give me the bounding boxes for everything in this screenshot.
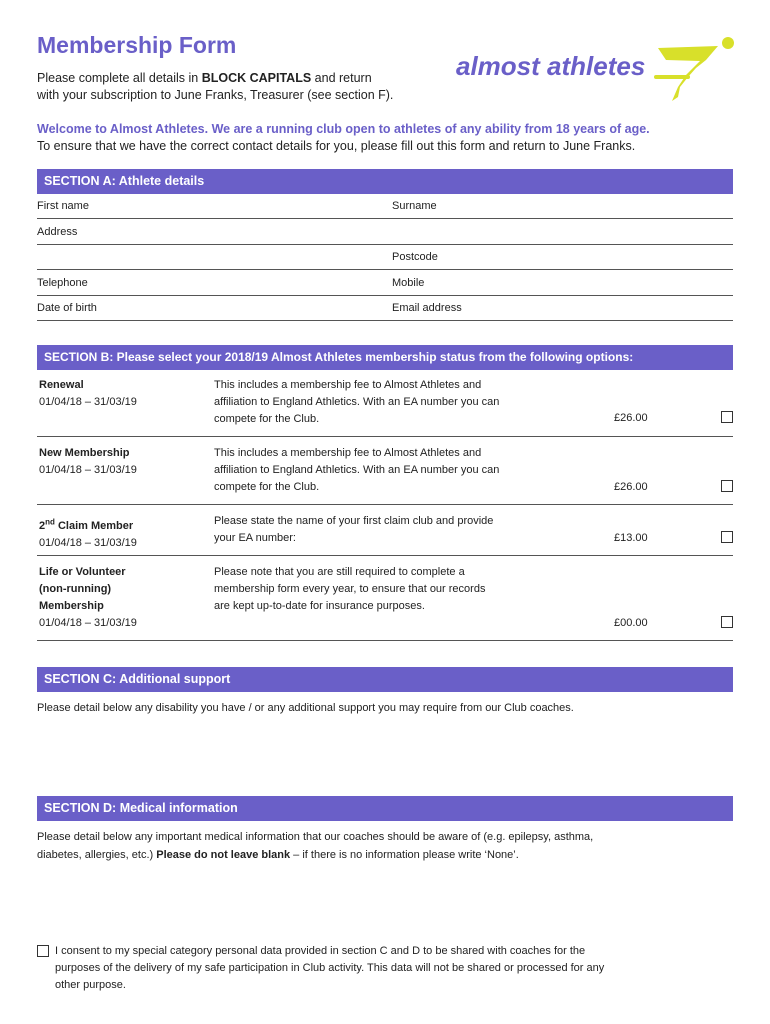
option-second-claim-desc: Please state the name of your first claim club and provide your EA number: bbox=[214, 515, 494, 544]
option-second-claim-name: 2nd Claim Member 01/04/18 – 31/03/19 bbox=[39, 517, 137, 549]
postcode-line[interactable] bbox=[37, 269, 733, 270]
telephone-line[interactable] bbox=[37, 295, 733, 296]
option-renewal-desc: This includes a membership fee to Almost Athletes and affiliation to England Athletics. With an EA number you can compete for the Club. bbox=[214, 379, 500, 425]
divider bbox=[37, 640, 733, 641]
option-new-price: £26.00 bbox=[614, 481, 648, 493]
new-membership-checkbox[interactable] bbox=[721, 480, 733, 492]
dob-line[interactable] bbox=[37, 320, 733, 321]
option-renewal-price: £26.00 bbox=[614, 412, 648, 424]
address-label: Address bbox=[37, 226, 78, 238]
first-name-line[interactable] bbox=[37, 218, 733, 219]
email-label: Email address bbox=[392, 302, 462, 314]
surname-label: Surname bbox=[392, 200, 437, 212]
option-second-claim-price: £13.00 bbox=[614, 532, 648, 544]
second-claim-checkbox[interactable] bbox=[721, 531, 733, 543]
section-d-heading: SECTION D: Medical information bbox=[37, 796, 733, 821]
section-c-heading: SECTION C: Additional support bbox=[37, 667, 733, 692]
section-d-text: Please detail below any important medical information that our coaches should be aware of (e.g. epilepsy, asthma, diabetes, allergies, etc.) Please do not leave blank – if there is no information please write ‘None’. bbox=[37, 831, 594, 861]
divider bbox=[37, 555, 733, 556]
life-volunteer-checkbox[interactable] bbox=[721, 616, 733, 628]
address-line[interactable] bbox=[37, 244, 733, 245]
section-b-heading: SECTION B: Please select your 2018/19 Almost Athletes membership status from the following options: bbox=[37, 345, 733, 370]
option-renewal-name: Renewal 01/04/18 – 31/03/19 bbox=[39, 379, 137, 408]
section-c-text: Please detail below any disability you have / or any additional support you may require from our Club coaches. bbox=[37, 702, 574, 714]
logo-text: almost athletes bbox=[456, 51, 646, 81]
mobile-label: Mobile bbox=[392, 277, 425, 289]
consent-text: I consent to my special category personal data provided in section C and D to be shared with coaches for the purposes of the delivery of my safe participation in Club activity. This data will not be shared or processed for any other purpose. bbox=[55, 945, 605, 991]
telephone-label: Telephone bbox=[37, 277, 88, 289]
intro-text: Please complete all details in BLOCK CAPITALS and return with your subscription to June Franks, Treasurer (see section F). bbox=[37, 71, 394, 102]
option-new-desc: This includes a membership fee to Almost Athletes and affiliation to England Athletics. With an EA number you can compete for the Club. bbox=[214, 447, 500, 493]
renewal-checkbox[interactable] bbox=[721, 411, 733, 423]
section-a-heading: SECTION A: Athlete details bbox=[37, 169, 733, 194]
divider bbox=[37, 436, 733, 437]
option-life-volunteer-price: £00.00 bbox=[614, 617, 648, 629]
first-name-label: First name bbox=[37, 200, 89, 212]
medical-info-area[interactable] bbox=[37, 868, 733, 933]
option-new-name: New Membership 01/04/18 – 31/03/19 bbox=[39, 447, 137, 476]
page-title: Membership Form bbox=[37, 32, 237, 58]
club-logo bbox=[452, 33, 742, 109]
divider bbox=[37, 504, 733, 505]
option-life-volunteer-desc: Please note that you are still required to complete a membership form every year, to ensure that our records are kept up-to-date for insurance purposes. bbox=[214, 566, 486, 612]
logo-runner-icon bbox=[658, 46, 718, 101]
additional-support-area[interactable] bbox=[37, 720, 733, 790]
logo-head-icon bbox=[722, 37, 734, 49]
welcome-text: Welcome to Almost Athletes. We are a running club open to athletes of any ability from 18 years of age. To ensure that we have the correct contact details for you, please fill out this form and return to June Franks. bbox=[37, 122, 650, 153]
postcode-label: Postcode bbox=[392, 251, 438, 263]
consent-checkbox[interactable] bbox=[37, 945, 49, 957]
dob-label: Date of birth bbox=[37, 302, 97, 314]
option-life-volunteer-name: Life or Volunteer (non-running) Membership 01/04/18 – 31/03/19 bbox=[39, 566, 137, 629]
